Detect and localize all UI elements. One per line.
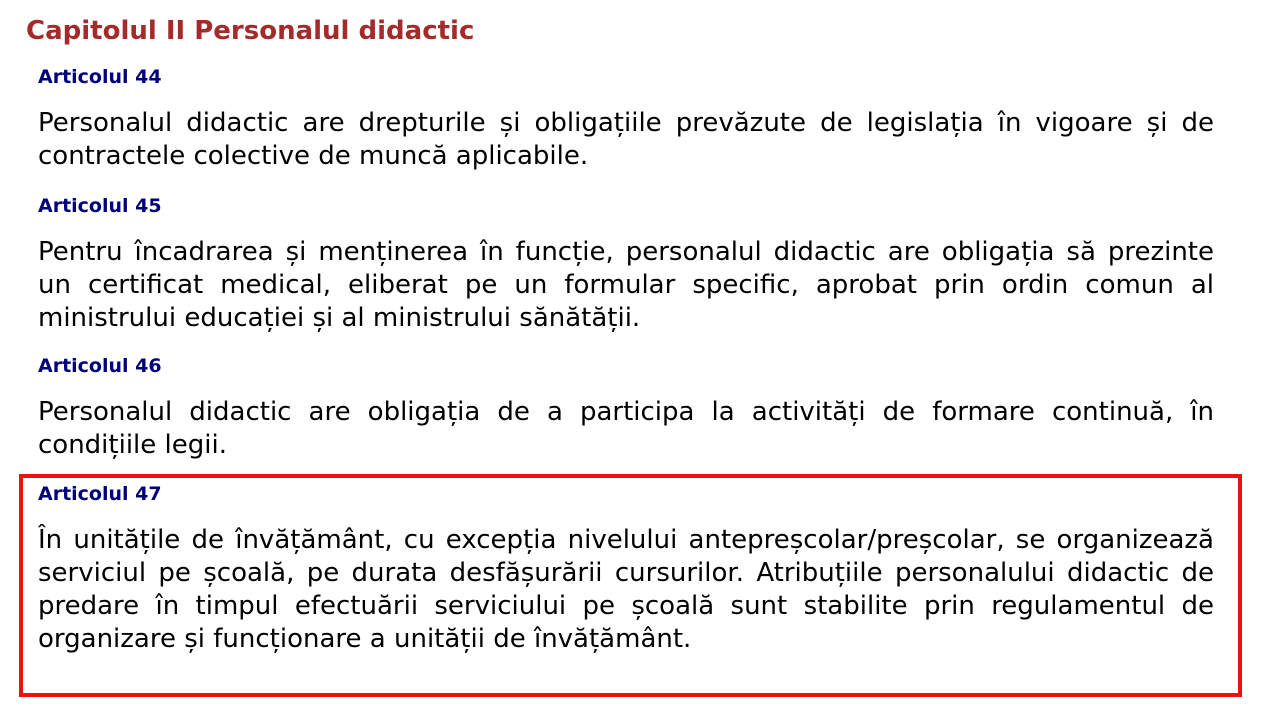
article-heading: Articolul 46 [38,355,162,377]
article-text: Personalul didactic are obligația de a participa la activități de formare continuă, în condițiile legii. [38,397,1214,460]
chapter-title: Capitolul II Personalul didactic [26,16,475,46]
article-heading: Articolul 45 [38,195,162,217]
article-text: Pentru încadrarea și menținerea în funcție, personalul didactic are obligația să prezinte un certificat medical, eliberat pe un formular specific, aprobat prin ordin comun al ministrului educației și al ministrului sănătății. [38,237,1214,333]
article-46 [38,354,1214,462]
article-text: Personalul didactic are drepturile și obligațiile prevăzute de legislația în vigoare și de contractele colective de muncă aplicabile. [38,108,1214,171]
article-45 [38,194,1214,335]
article-44 [38,65,1214,173]
article-heading: Articolul 44 [38,66,162,88]
article-heading: Articolul 47 [38,483,162,505]
article-47 [38,482,1214,656]
article-text: În unitățile de învățământ, cu excepția nivelului antepreșcolar/preșcolar, se organizează serviciul pe școală, pe durata desfășurării cursurilor. Atribuțiile personalului didactic de predare în timpul efectuării serviciului pe școală sunt stabilite prin regulamentul de organizare și funcționare a unității de învățământ. [38,525,1214,654]
